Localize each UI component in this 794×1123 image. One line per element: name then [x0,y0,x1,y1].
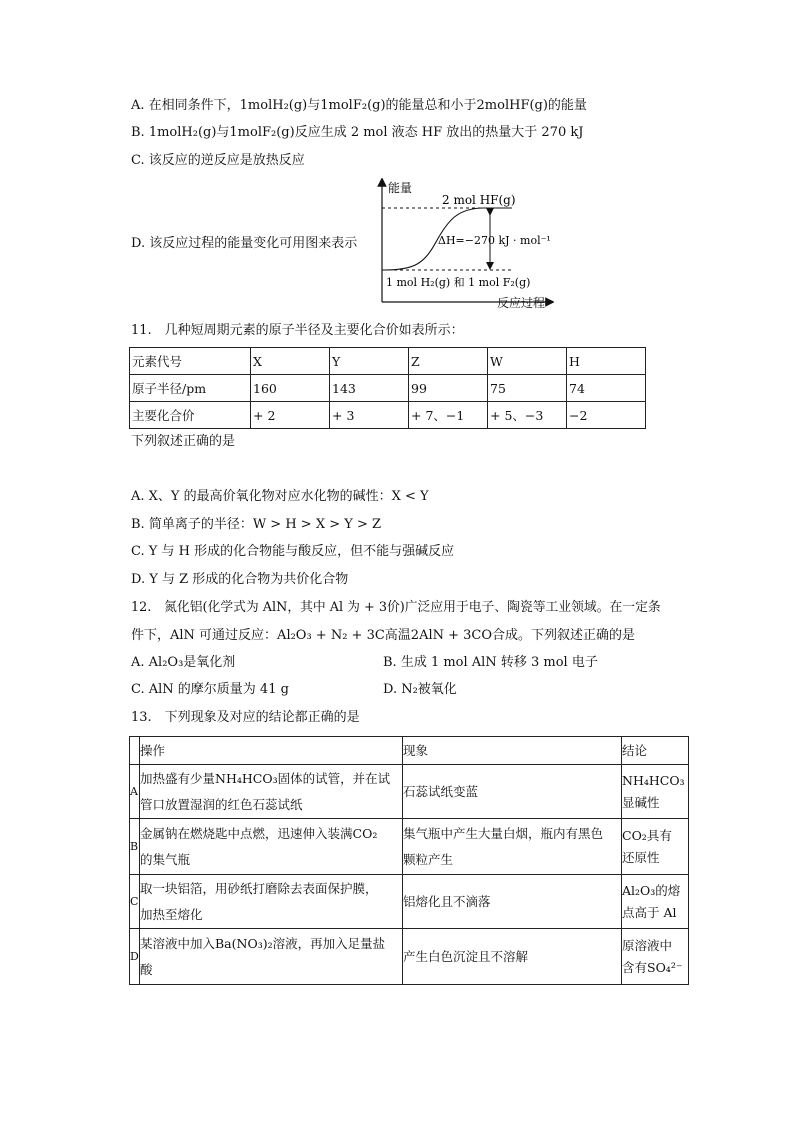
cell: 主要化合价 [130,402,251,429]
table-row [130,402,646,429]
cell: + 5、−3 [488,402,567,429]
cell-operation: 金属钠在燃烧匙中点燃，迅速伸入装满CO₂ 的集气瓶 [140,819,403,875]
top-label: 2 mol HF(g) [442,193,516,207]
table-row [130,875,689,929]
cell-phenomenon: 集气瓶中产生大量白烟，瓶内有黑色 颗粒产生 [403,819,622,875]
q13-table [129,736,689,985]
delta-h-label: ΔH=−270 kJ · mol⁻¹ [438,234,551,247]
q10-option-d: D. 该反应过程的能量变化可用图来表示 [131,236,358,251]
bottom-label: 1 mol H₂(g) 和 1 mol F₂(g) [386,276,531,289]
cell: W [488,348,567,375]
q11-table [129,347,646,429]
q11-option-b: B. 简单离子的半径：W > H > X > Y > Z [131,517,382,532]
cell: −2 [567,402,646,429]
row-label: C [130,875,140,929]
q10-option-a: A. 在相同条件下，1molH₂(g)与1molF₂(g)的能量总和小于2molHF(g)的能量 [131,98,587,113]
header-conclusion: 结论 [622,737,689,765]
cell: X [251,348,330,375]
table-row [130,765,689,819]
q10-option-b: B. 1molH₂(g)与1molF₂(g)反应生成 2 mol 液态 HF 放出的热量大于 270 kJ [131,125,584,140]
cell [130,737,140,765]
cell-phenomenon: 铝熔化且不滴落 [403,875,622,929]
q12-option-b: B. 生成 1 mol AlN 转移 3 mol 电子 [383,655,598,670]
row-label: D [130,929,140,985]
cell-conclusion: 原溶液中 含有SO₄²⁻ [622,929,689,985]
energy-diagram [374,178,554,310]
row-label: A [130,765,140,819]
q11-option-c: C. Y 与 H 形成的化合物能与酸反应，但不能与强碱反应 [131,544,455,559]
row-label: B [130,819,140,875]
cell: 160 [251,375,330,402]
cell: H [567,348,646,375]
cell: 原子半径/pm [130,375,251,402]
q12-option-d: D. N₂被氧化 [383,682,457,697]
x-axis-label: 反应过程 [497,296,546,310]
q12-option-c: C. AlN 的摩尔质量为 41 g [131,682,289,697]
cell: 143 [330,375,409,402]
cell: Y [330,348,409,375]
q11-option-a: A. X、Y 的最高价氧化物对应水化物的碱性：X < Y [131,489,429,504]
q11-stem: 11. 几种短周期元素的原子半径及主要化合价如表所示： [131,323,464,338]
cell: Z [409,348,488,375]
table-row [130,348,646,375]
q10-option-c: C. 该反应的逆反应是放热反应 [131,153,305,168]
cell: 75 [488,375,567,402]
cell: + 7、−1 [409,402,488,429]
cell-phenomenon: 产生白色沉淀且不溶解 [403,929,622,985]
table-row [130,737,689,765]
q12-option-a: A. Al₂O₃是氧化剂 [131,655,236,670]
y-axis-label: 能量 [388,181,413,195]
cell-phenomenon: 石蕊试纸变蓝 [403,765,622,819]
q13-stem: 13. 下列现象及对应的结论都正确的是 [131,710,360,725]
header-phenomenon: 现象 [403,737,622,765]
cell: 99 [409,375,488,402]
cell-conclusion: Al₂O₃的熔 点高于 Al [622,875,689,929]
cell-conclusion: NH₄HCO₃ 显碱性 [622,765,689,819]
header-operation: 操作 [140,737,403,765]
q11-option-d: D. Y 与 Z 形成的化合物为共价化合物 [131,572,349,587]
cell: + 3 [330,402,409,429]
q11-prompt: 下列叙述正确的是 [131,434,236,449]
cell: 74 [567,375,646,402]
cell: + 2 [251,402,330,429]
cell-conclusion: CO₂具有 还原性 [622,819,689,875]
cell-operation: 取一块铝箔，用砂纸打磨除去表面保护膜， 加热至熔化 [140,875,403,929]
cell-operation: 加热盛有少量NH₄HCO₃固体的试管，并在试 管口放置湿润的红色石蕊试纸 [140,765,403,819]
cell: 元素代号 [130,348,251,375]
table-row [130,375,646,402]
table-row [130,819,689,875]
table-row [130,929,689,985]
cell-operation: 某溶液中加入Ba(NO₃)₂溶液，再加入足量盐 酸 [140,929,403,985]
q12-stem-line2: 件下，AlN 可通过反应：Al₂O₃ + N₂ + 3C高温2AlN + 3CO合成。下列叙述正确的是 [131,628,636,643]
q12-stem-line1: 12. 氮化铝(化学式为 AlN，其中 Al 为 + 3价)广泛应用于电子、陶瓷等工业领域。在一定条 [131,600,661,615]
